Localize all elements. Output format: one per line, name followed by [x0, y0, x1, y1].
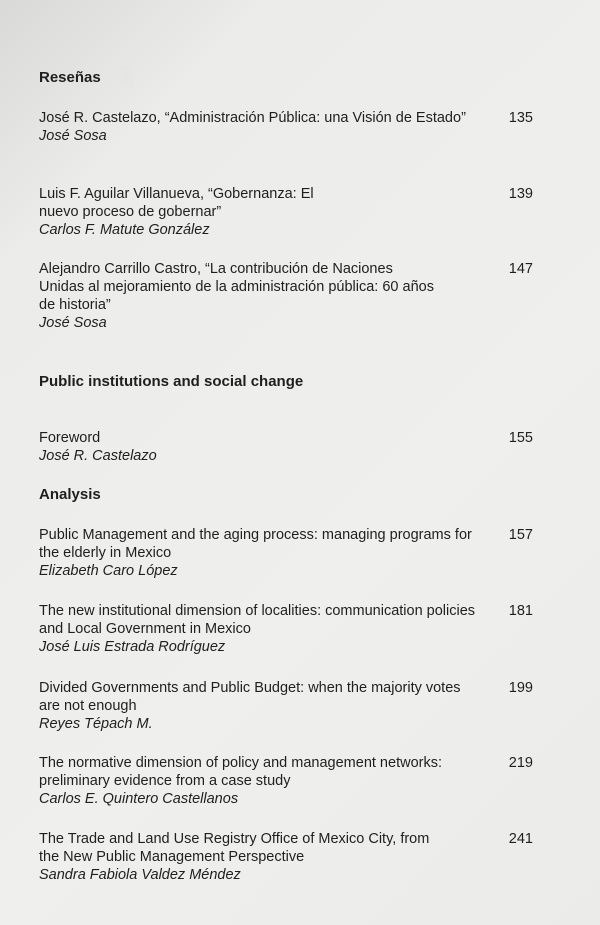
entry-title: Public Management and the aging process: managing programs for the elderly in Mexico	[39, 527, 472, 561]
toc-entry	[39, 185, 539, 239]
entry-page-number: 199	[508, 680, 533, 696]
section-heading-public-institutions: Public institutions and social change	[39, 373, 304, 390]
entry-author: Elizabeth Caro López	[39, 563, 178, 579]
toc-entry	[39, 109, 539, 145]
entry-title: Luis F. Aguilar Villanueva, “Gobernanza: El nuevo proceso de gobernar”	[39, 186, 314, 220]
bleed-through-decoration: ░	[120, 66, 135, 86]
entry-author: José Sosa	[39, 128, 107, 144]
entry-author: José R. Castelazo	[39, 448, 157, 464]
entry-page-number: 135	[508, 110, 533, 126]
toc-entry	[39, 602, 539, 656]
entry-title: The new institutional dimension of localities: communication policies and Local Government in Mexico	[39, 603, 476, 637]
entry-title: José R. Castelazo, “Administración Pública: una Visión de Estado”	[39, 110, 466, 126]
toc-entry	[39, 754, 539, 808]
entry-title: The Trade and Land Use Registry Office of Mexico City, from the New Public Management Perspective	[39, 831, 430, 865]
entry-title: Foreword	[39, 430, 101, 446]
section-heading-analysis: Analysis	[39, 486, 101, 503]
entry-author: Reyes Tépach M.	[39, 716, 153, 732]
entry-page-number: 139	[508, 186, 533, 202]
entry-author: José Luis Estrada Rodríguez	[39, 639, 226, 655]
entry-page-number: 147	[508, 261, 533, 277]
entry-author: Carlos F. Matute González	[39, 222, 210, 238]
toc-entry	[39, 830, 539, 884]
entry-author: Carlos E. Quintero Castellanos	[39, 791, 239, 807]
entry-page-number: 155	[508, 430, 533, 446]
toc-entry	[39, 679, 539, 733]
toc-entry	[39, 429, 539, 465]
toc-entry	[39, 260, 539, 332]
entry-page-number: 241	[508, 831, 533, 847]
entry-page-number: 157	[508, 527, 533, 543]
toc-entry	[39, 526, 539, 580]
entry-author: Sandra Fabiola Valdez Méndez	[39, 867, 241, 883]
entry-page-number: 219	[508, 755, 533, 771]
entry-author: José Sosa	[39, 315, 107, 331]
entry-title: The normative dimension of policy and management networks: preliminary evidence from a case study	[39, 755, 442, 789]
entry-title: Alejandro Carrillo Castro, “La contribución de Naciones Unidas al mejoramiento de la administración pública: 60 años de historia”	[39, 261, 434, 313]
entry-page-number: 181	[508, 603, 533, 619]
section-heading-resenas: Reseñas	[39, 69, 101, 86]
entry-title: Divided Governments and Public Budget: when the majority votes are not enough	[39, 680, 461, 714]
